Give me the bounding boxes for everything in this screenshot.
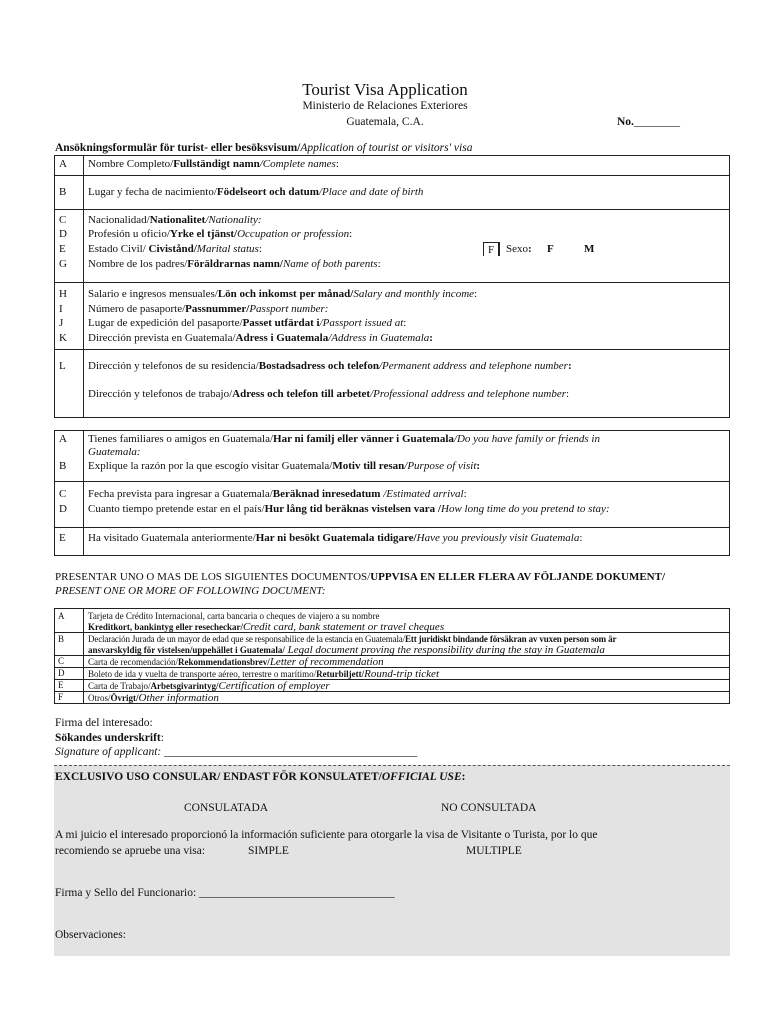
doc-letter: A <box>58 611 65 621</box>
row-letter: E <box>59 532 66 544</box>
official-signature-field[interactable]: Firma y Sello del Funcionario: __________________________________ <box>55 887 395 899</box>
documents-table <box>54 608 730 704</box>
doc-letter: F <box>58 692 64 702</box>
parents-names-field[interactable]: Nombre de los padres/Föräldrarnas namn/Name of both parents: <box>88 258 381 270</box>
visa-multiple-option[interactable]: MULTIPLE <box>466 845 522 857</box>
family-friends-continued: Guatemala: <box>88 446 141 458</box>
previous-visit-field[interactable]: Ha visitado Guatemala anteriormente/Har ni besökt Guatemala tidigare/Have you previously visit Guatemala: <box>88 532 583 544</box>
sex-label: Sexo: <box>499 242 569 256</box>
salary-field[interactable]: Salario e ingresos mensuales/Lön och inkomst per månad/Salary and monthly income: <box>88 288 478 300</box>
row-letter: C <box>59 214 67 226</box>
visa-simple-option[interactable]: SIMPLE <box>248 845 289 857</box>
form-title: Tourist Visa Application <box>302 80 468 99</box>
sex-option-m[interactable]: M <box>584 243 595 255</box>
travel-info-table <box>54 430 730 556</box>
family-friends-field[interactable]: Tienes familiares o amigos en Guatemala/Har ni familj eller vänner i Guatemala/Do you have family or friends in <box>88 433 600 445</box>
form-intro: Ansökningsformulär för turist- eller besöksvisum/Application of tourist or visitors' visa <box>55 142 473 154</box>
consular-recommend: recomiendo se apruebe una visa: <box>55 845 206 857</box>
doc-item-credit-card-translation: Kreditkort, bankintyg eller resecheckar/Credit card, bank statement or travel cheques <box>88 621 445 633</box>
consular-divider <box>54 765 730 766</box>
doc-letter: B <box>58 634 65 644</box>
row-letter: G <box>59 258 67 270</box>
home-address-field[interactable]: Dirección y telefonos de su residencia/Bostadsadress och telefon/Permanent address and telephone number: <box>88 360 572 372</box>
form-number-field[interactable]: No.________ <box>617 116 680 128</box>
nationality-field[interactable]: Nacionalidad/Nationalitet/Nationality: <box>88 214 262 226</box>
passport-number-field[interactable]: Número de pasaporte/Passnummer/Passport number: <box>88 303 329 315</box>
row-letter: E <box>59 243 66 255</box>
signature-label-es: Firma del interesado: <box>55 717 153 729</box>
work-address-field[interactable]: Dirección y telefonos de trabajo/Adress och telefon till arbetet/Professional address and telephone number: <box>88 388 570 400</box>
location: Guatemala, C.A. <box>346 116 424 128</box>
ministry-name: Ministerio de Relaciones Exteriores <box>302 100 468 112</box>
row-letter: A <box>59 158 67 170</box>
doc-item-sworn-declaration[interactable]: Declaración Jurada de un mayor de edad que se responsabilice de la estancia en Guatemala/Ett juridiskt bindande försäkran av vuxen person som är <box>88 634 617 644</box>
occupation-field[interactable]: Profesión u oficio/Yrke el tjänst/Occupation or profession: <box>88 228 353 240</box>
sex-option-f[interactable]: F <box>547 243 554 255</box>
stay-length-field[interactable]: Cuanto tiempo pretende estar en el país/Hur lång tid beräknas vistelsen vara /How long time do you pretend to stay: <box>88 503 610 515</box>
not-consulted-option[interactable]: NO CONSULTADA <box>441 802 537 814</box>
row-letter: H <box>59 288 67 300</box>
doc-item-round-trip[interactable]: Boleto de ida y vuelta de transporte aéreo, terrestre o marítimo/Returbiljett/Round-trip ticket <box>88 668 439 680</box>
consulted-option[interactable]: CONSULATADA <box>184 802 269 814</box>
row-letter: B <box>59 460 67 472</box>
doc-letter: C <box>58 656 65 666</box>
doc-letter: E <box>58 680 64 690</box>
sex-checkbox[interactable]: F <box>483 242 499 256</box>
arrival-date-field[interactable]: Fecha prevista para ingresar a Guatemala/Beräknad inresedatum /Estimated arrival: <box>88 488 467 500</box>
row-letter: L <box>59 360 66 372</box>
full-name-field[interactable]: Nombre Completo/Fullständigt namn/Complete names: <box>88 158 339 170</box>
documents-heading: PRESENTAR UNO O MAS DE LOS SIGUIENTES DOCUMENTOS/UPPVISA EN ELLER FLERA AV FÖLJANDE DOKUMENT/ <box>55 571 665 583</box>
marital-status-field[interactable]: Estado Civil/ Civistånd/Marital status: <box>88 243 262 255</box>
consular-heading: EXCLUSIVO USO CONSULAR/ ENDAST FÖR KONSULATET/OFFICIAL USE: <box>55 771 466 783</box>
row-letter: C <box>59 488 67 500</box>
address-guatemala-field[interactable]: Dirección prevista en Guatemala/Adress i Guatemala/Address in Guatemala: <box>88 332 433 344</box>
row-letter: D <box>59 503 67 515</box>
signature-field[interactable]: Signature of applicant: ____________________________________________ <box>55 746 418 758</box>
row-letter: J <box>59 317 64 329</box>
doc-item-employment[interactable]: Carta de Trabajo/Arbetsgivarintyg/Certification of employer <box>88 680 330 692</box>
consular-section <box>54 765 730 956</box>
observations-field[interactable]: Observaciones: <box>55 929 126 941</box>
row-letter: B <box>59 186 67 198</box>
passport-issued-field[interactable]: Lugar de expedición del pasaporte/Passet utfärdat i/Passport issued at: <box>88 317 407 329</box>
row-letter: K <box>59 332 67 344</box>
signature-label-sv: Sökandes underskrift: <box>55 732 164 744</box>
purpose-field[interactable]: Explique la razón por la que escogío visitar Guatemala/Motiv till resan/Purpose of visit: <box>88 460 481 472</box>
doc-item-recommendation[interactable]: Carta de recomendación/Rekommendationsbrev/Letter of recommendation <box>88 656 384 668</box>
row-letter: D <box>59 228 67 240</box>
personal-info-table <box>54 155 730 418</box>
birth-place-date-field[interactable]: Lugar y fecha de nacimiento/Födelseort och datum/Place and date of birth <box>88 186 424 198</box>
row-letter: I <box>59 303 63 315</box>
doc-item-other[interactable]: Otros/Övrigt/Other information <box>88 692 219 704</box>
doc-item-credit-card[interactable]: Tarjeta de Crédito Internacional, carta bancaria o cheques de viajero a su nombre <box>88 611 380 621</box>
doc-letter: D <box>58 668 65 678</box>
consular-opinion: A mi juicio el interesado proporcionó la información suficiente para otorgarle la visa de Visitante o Turista, por lo que <box>55 829 598 841</box>
documents-heading-english: PRESENT ONE OR MORE OF FOLLOWING DOCUMENT: <box>55 585 326 597</box>
doc-item-sworn-declaration-translation: ansvarskyldig för vistelsen/uppehället i Guatemala/ Legal document proving the responsibility during the stay in Guatemala <box>88 644 605 656</box>
row-letter: A <box>59 433 67 445</box>
